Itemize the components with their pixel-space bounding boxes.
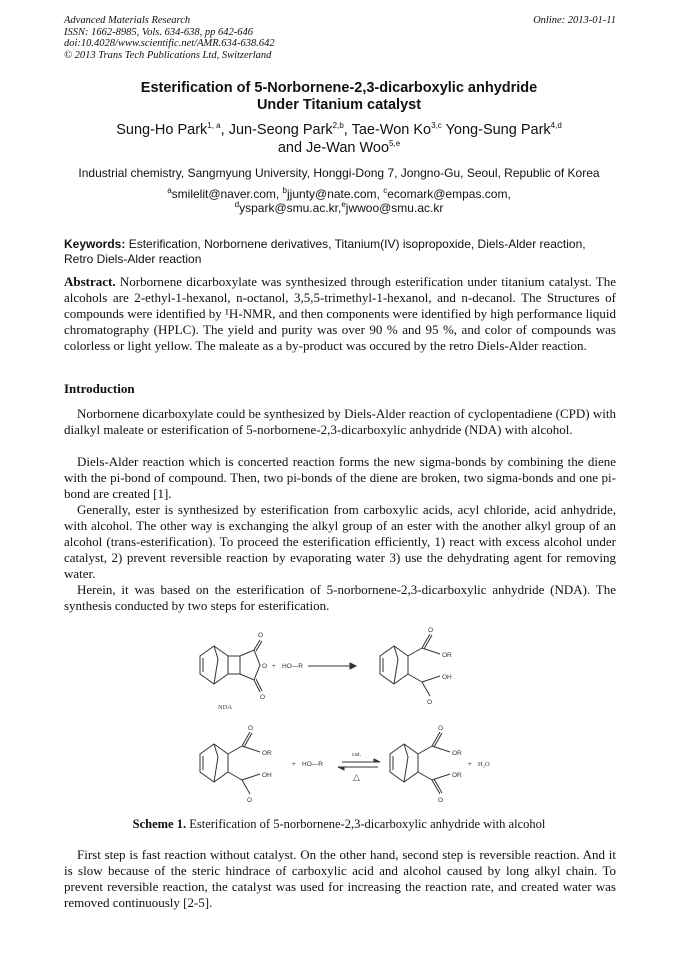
paragraph: First step is fast reaction without catalyst. On the other hand, second step is reversible reaction. And it is slow because of the steric hindrace of carboxylic acid and alcohol caused by long alkyl chain. To prevent reversible reaction, the catalyst was used for increasing the reaction rate, and created water was removed continuously [2-5].	[64, 847, 616, 910]
atom-label: O	[438, 797, 444, 804]
alcohol-label: HO—R	[302, 761, 323, 768]
plus-sign: +	[292, 761, 296, 768]
email-link[interactable]: jjunty@nate.com,	[287, 187, 380, 201]
paragraph: Norbornene dicarboxylate could be synthesized by Diels-Alder reaction of cyclopentadiene (CPD) with dialkyl maleate or esterification of 5-norbornene-2,3-dicarboxylic anhydride (NDA) with alcohol.	[64, 406, 616, 437]
atom-label: O	[247, 797, 253, 804]
paragraph: Diels-Alder reaction which is concerted reaction forms the new sigma-bonds by combining the diene with the pi-bond of compound. Then, two pi-bonds of the diene are broken, two sigma-bonds and one pi-bond are created [1].	[64, 454, 616, 501]
author-name: Yong-Sung Park	[445, 122, 551, 138]
group-label: OR	[442, 652, 452, 659]
caption-label: Scheme 1.	[132, 817, 187, 831]
plus-sign: +	[468, 761, 472, 768]
nda-structure	[200, 640, 262, 692]
author-affil-mark: 5,e	[389, 139, 401, 149]
copyright-line: © 2013 Trans Tech Publications Ltd, Switzerland	[64, 49, 272, 61]
group-label: OH	[442, 674, 452, 681]
abstract-label: Abstract.	[64, 274, 116, 289]
atom-label: O	[438, 725, 444, 732]
paragraph: Herein, it was based on the esterification of 5-norbornene-2,3-dicarboxylic anhydride (NDA). The synthesis conducted by two steps for esterification.	[64, 582, 616, 613]
affiliation: Industrial chemistry, Sangmyung University, Honggi-Dong 7, Jongno-Gu, Seoul, Republic of Korea	[78, 166, 600, 180]
monoester-structure	[380, 634, 440, 696]
group-label: OR	[262, 750, 272, 757]
author-name: Jun-Seong Park	[228, 122, 333, 138]
atom-label: O	[428, 627, 434, 634]
title-line-2: Under Titanium catalyst	[256, 97, 422, 113]
abstract	[64, 274, 616, 354]
author-affil-mark: 2,b	[332, 121, 344, 131]
abstract-text: Norbornene dicarboxylate was synthesized through esterification under titanium catalyst. The alcohols are 2-ethyl-1-hexanol, n-octanol, 3,5,5-trimethyl-1-hexanol, and n-decanol. The Structures of compounds were identified by ¹H-NMR, and then components were identified by high performance liquid chromatography (HPLC). The yield and purity was over 90 % and 95 %, and color of compounds was colorless or light yellow. The maleate as a by-product was occured by the retro Diels-Alder reaction.	[64, 274, 616, 353]
atom-label: O	[427, 699, 433, 706]
keywords	[64, 237, 616, 266]
paragraph: Generally, ester is synthesized by esterification from carboxylic acids, acyl chloride, acid anhydride, with alcohol. The other way is exchanging the alkyl group of an ester with the another alkyl group of an alcohol (trans-esterification). To proceed the esterification efficiently, 1) react with excess alcohol under catalyst, 2) prevent reversible reaction by evaporating water 3) use the dehydrating agent for removing water.	[64, 502, 616, 581]
author-affil-mark: 3,c	[431, 121, 442, 131]
atom-label: O	[248, 725, 254, 732]
author-list: Sung-Ho Park$^{1, a}$, Jun-Seong Park$^{2,b}$, Tae-Won Ko$^{3,c}$ Yong-Sung Park$^{4,d}$ and Je-Wan Woo$^{5,e}$	[116, 121, 562, 156]
email-link[interactable]: jwwoo@smu.ac.kr	[345, 201, 444, 215]
journal-name: Advanced Materials Research	[64, 15, 191, 26]
author-affil-mark: 1, a	[207, 121, 221, 131]
scheme-caption	[0, 817, 678, 832]
group-label: OR	[452, 750, 462, 757]
email-link[interactable]: smilelit@naver.com,	[171, 187, 280, 201]
diester-structure	[390, 732, 450, 794]
reaction-scheme	[190, 626, 510, 810]
issn-line: ISSN: 1662-8985, Vols. 634-638, pp 642-646	[64, 26, 253, 38]
heat-icon: △	[353, 772, 360, 782]
author-name: Tae-Won Ko	[351, 122, 432, 138]
plus-sign: +	[272, 663, 276, 670]
atom-label: O	[262, 663, 268, 670]
catalyst-label: cat.	[352, 751, 362, 758]
water-label: H₂O	[478, 761, 490, 768]
author-name: Sung-Ho Park	[116, 122, 208, 138]
atom-label: O	[260, 694, 266, 701]
keywords-label: Keywords:	[64, 237, 126, 251]
group-label: OH	[262, 772, 272, 779]
nda-label: NDA	[218, 704, 233, 711]
caption-text: Esterification of 5-norbornene-2,3-dicarboxylic anhydride with alcohol	[189, 817, 546, 831]
author-name: and Je-Wan Woo	[277, 140, 390, 156]
email-link[interactable]: yspark@smu.ac.kr,	[239, 201, 342, 215]
paper-title	[0, 80, 678, 114]
monoester-structure	[200, 732, 260, 794]
online-date: Online: 2013-01-11	[533, 15, 616, 26]
author-affil-mark: 4,d	[550, 121, 562, 131]
email-link[interactable]: ecomark@empas.com,	[387, 187, 511, 201]
page-header	[64, 15, 616, 61]
doi-line: doi:10.4028/www.scientific.net/AMR.634-638.642	[64, 38, 275, 49]
title-line-1: Esterification of 5-Norbornene-2,3-dicarboxylic anhydride	[140, 80, 538, 96]
section-heading: Introduction	[64, 381, 135, 396]
email-list: $^a$smilelit@naver.com, $^b$jjunty@nate.com, $^c$ecomark@empas.com, $^d$yspark@smu.ac.kr,$^e$jwwoo@smu.ac.kr	[167, 186, 511, 215]
group-label: OR	[452, 772, 462, 779]
keywords-text: Esterification, Norbornene derivatives, Titanium(IV) isopropoxide, Diels-Alder reaction, Retro Diels-Alder reaction	[64, 237, 586, 266]
alcohol-label: HO—R	[282, 663, 303, 670]
atom-label: O	[258, 632, 264, 639]
